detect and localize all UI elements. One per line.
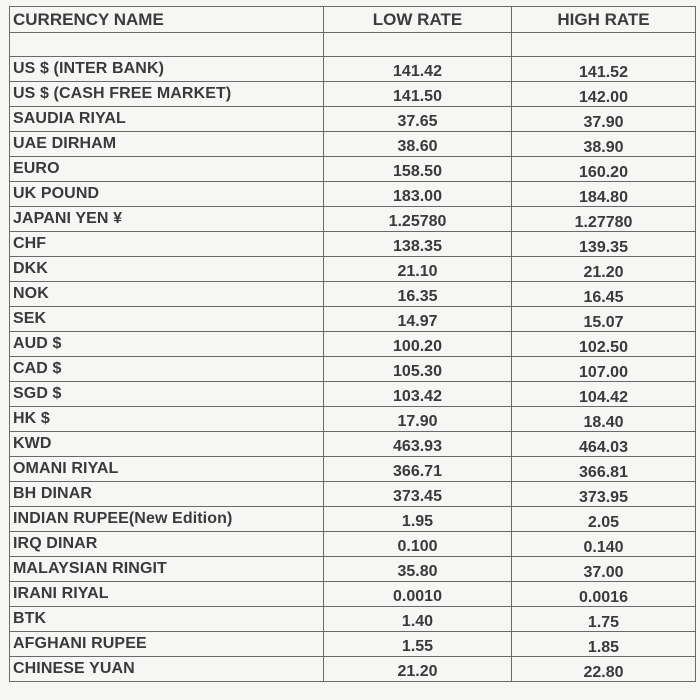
high-rate-cell	[512, 207, 696, 232]
low-rate-value: 35.80	[397, 563, 438, 580]
table-row	[10, 332, 696, 357]
currency-name-cell: US $ (INTER BANK)	[10, 57, 324, 82]
currency-name-cell: HK $	[10, 407, 324, 432]
high-rate-cell	[512, 607, 696, 632]
table-row	[10, 82, 696, 107]
high-rate-cell	[512, 157, 696, 182]
high-rate-value: 0.0016	[579, 589, 628, 606]
table-row	[10, 432, 696, 457]
table-row	[10, 182, 696, 207]
high-rate-cell	[512, 107, 696, 132]
currency-name-cell: KWD	[10, 432, 324, 457]
high-rate-cell	[512, 432, 696, 457]
table-row	[10, 407, 696, 432]
low-rate-value: 21.20	[397, 663, 438, 680]
high-rate-cell	[512, 282, 696, 307]
low-rate-value: 463.93	[393, 438, 442, 455]
currency-name-cell: UK POUND	[10, 182, 324, 207]
table-row	[10, 57, 696, 82]
high-rate-cell	[512, 532, 696, 557]
currency-name-cell: DKK	[10, 257, 324, 282]
low-rate-cell	[324, 182, 512, 207]
high-rate-value: 21.20	[583, 264, 624, 281]
low-rate-value: 100.20	[393, 338, 442, 355]
table-header-row	[10, 7, 696, 33]
high-rate-cell	[512, 82, 696, 107]
high-rate-value: 1.85	[587, 639, 620, 656]
currency-name-cell: SGD $	[10, 382, 324, 407]
low-rate-value: 21.10	[397, 263, 438, 280]
high-rate-cell	[512, 257, 696, 282]
table-row	[10, 232, 696, 257]
table-row	[10, 482, 696, 507]
table-row	[10, 107, 696, 132]
high-rate-cell	[512, 457, 696, 482]
low-rate-cell	[324, 432, 512, 457]
blank-cell	[10, 33, 324, 57]
currency-name-cell: AUD $	[10, 332, 324, 357]
table-row	[10, 132, 696, 157]
table-row	[10, 357, 696, 382]
low-rate-value: 141.42	[393, 63, 442, 80]
low-rate-cell	[324, 232, 512, 257]
high-rate-value: 464.03	[579, 439, 628, 456]
currency-name-cell: AFGHANI RUPEE	[10, 632, 324, 657]
currency-name-cell: NOK	[10, 282, 324, 307]
low-rate-value: 1.55	[401, 638, 434, 655]
high-rate-value: 16.45	[583, 289, 624, 306]
high-rate-cell	[512, 332, 696, 357]
high-rate-cell	[512, 582, 696, 607]
blank-cell	[512, 33, 696, 57]
currency-name-cell: US $ (CASH FREE MARKET)	[10, 82, 324, 107]
low-rate-value: 14.97	[397, 313, 438, 330]
currency-name-cell: MALAYSIAN RINGIT	[10, 557, 324, 582]
low-rate-cell	[324, 282, 512, 307]
high-rate-value: 160.20	[579, 164, 628, 181]
currency-name-cell: SEK	[10, 307, 324, 332]
table-row	[10, 382, 696, 407]
currency-name-cell: CHINESE YUAN	[10, 657, 324, 682]
low-rate-value: 105.30	[393, 363, 442, 380]
high-rate-value: 0.140	[583, 539, 624, 556]
table-row	[10, 282, 696, 307]
high-rate-cell	[512, 132, 696, 157]
table-row	[10, 657, 696, 682]
low-rate-cell	[324, 457, 512, 482]
table-row	[10, 507, 696, 532]
high-rate-cell	[512, 482, 696, 507]
currency-name-cell: IRQ DINAR	[10, 532, 324, 557]
high-rate-value: 102.50	[579, 339, 628, 356]
low-rate-value: 141.50	[393, 88, 442, 105]
high-rate-cell	[512, 357, 696, 382]
low-rate-cell	[324, 482, 512, 507]
high-rate-cell	[512, 557, 696, 582]
high-rate-cell	[512, 232, 696, 257]
low-rate-value: 16.35	[397, 288, 438, 305]
high-rate-value: 373.95	[579, 489, 628, 506]
high-rate-value: 15.07	[583, 314, 624, 331]
currency-name-cell: CHF	[10, 232, 324, 257]
high-rate-value: 18.40	[583, 414, 624, 431]
low-rate-cell	[324, 557, 512, 582]
high-rate-cell	[512, 382, 696, 407]
high-rate-value: 141.52	[579, 64, 628, 81]
low-rate-cell	[324, 382, 512, 407]
header-currency-name: CURRENCY NAME	[10, 7, 324, 33]
table-row	[10, 557, 696, 582]
low-rate-value: 366.71	[393, 463, 442, 480]
low-rate-cell	[324, 257, 512, 282]
low-rate-value: 373.45	[393, 488, 442, 505]
high-rate-value: 2.05	[587, 514, 620, 531]
high-rate-value: 184.80	[579, 189, 628, 206]
low-rate-value: 37.65	[397, 113, 438, 130]
low-rate-value: 138.35	[393, 238, 442, 255]
currency-name-cell: EURO	[10, 157, 324, 182]
high-rate-cell	[512, 182, 696, 207]
currency-name-cell: JAPANI YEN ¥	[10, 207, 324, 232]
table-row	[10, 607, 696, 632]
blank-row	[10, 33, 696, 57]
currency-name-cell: UAE DIRHAM	[10, 132, 324, 157]
low-rate-cell	[324, 332, 512, 357]
high-rate-cell	[512, 632, 696, 657]
currency-name-cell: IRANI RIYAL	[10, 582, 324, 607]
high-rate-value: 107.00	[579, 364, 628, 381]
low-rate-value: 0.100	[397, 538, 438, 555]
high-rate-value: 1.75	[587, 614, 620, 631]
low-rate-value: 158.50	[393, 163, 442, 180]
high-rate-value: 37.90	[583, 114, 624, 131]
currency-name-cell: BH DINAR	[10, 482, 324, 507]
high-rate-cell	[512, 307, 696, 332]
table-row	[10, 307, 696, 332]
low-rate-cell	[324, 632, 512, 657]
table-row	[10, 532, 696, 557]
currency-name-cell: CAD $	[10, 357, 324, 382]
low-rate-cell	[324, 107, 512, 132]
table-row	[10, 632, 696, 657]
low-rate-value: 0.0010	[393, 588, 442, 605]
high-rate-cell	[512, 657, 696, 682]
low-rate-cell	[324, 307, 512, 332]
low-rate-value: 1.25780	[388, 213, 447, 230]
high-rate-cell	[512, 407, 696, 432]
low-rate-cell	[324, 532, 512, 557]
high-rate-value: 38.90	[583, 139, 624, 156]
low-rate-value: 103.42	[393, 388, 442, 405]
high-rate-value: 142.00	[579, 89, 628, 106]
high-rate-value: 22.80	[583, 664, 624, 681]
low-rate-cell	[324, 657, 512, 682]
high-rate-value: 1.27780	[574, 214, 633, 231]
low-rate-value: 1.95	[401, 513, 434, 530]
header-high-rate: HIGH RATE	[512, 7, 696, 33]
low-rate-cell	[324, 582, 512, 607]
high-rate-cell	[512, 57, 696, 82]
low-rate-value: 1.40	[401, 613, 434, 630]
currency-name-cell: INDIAN RUPEE(New Edition)	[10, 507, 324, 532]
low-rate-value: 38.60	[397, 138, 438, 155]
currency-name-cell: SAUDIA RIYAL	[10, 107, 324, 132]
high-rate-value: 104.42	[579, 389, 628, 406]
high-rate-value: 366.81	[579, 464, 628, 481]
low-rate-value: 17.90	[397, 413, 438, 430]
low-rate-cell	[324, 207, 512, 232]
table-row	[10, 157, 696, 182]
low-rate-cell	[324, 157, 512, 182]
low-rate-cell	[324, 82, 512, 107]
currency-rate-table	[9, 6, 696, 682]
high-rate-cell	[512, 507, 696, 532]
low-rate-cell	[324, 132, 512, 157]
low-rate-value: 183.00	[393, 188, 442, 205]
blank-cell	[324, 33, 512, 57]
low-rate-cell	[324, 407, 512, 432]
low-rate-cell	[324, 357, 512, 382]
table-body	[10, 33, 696, 682]
high-rate-value: 37.00	[583, 564, 624, 581]
low-rate-cell	[324, 607, 512, 632]
currency-name-cell: BTK	[10, 607, 324, 632]
high-rate-value: 139.35	[579, 239, 628, 256]
table-row	[10, 207, 696, 232]
low-rate-cell	[324, 507, 512, 532]
currency-name-cell: OMANI RIYAL	[10, 457, 324, 482]
table-row	[10, 457, 696, 482]
table-row	[10, 582, 696, 607]
table-row	[10, 257, 696, 282]
low-rate-cell	[324, 57, 512, 82]
header-low-rate: LOW RATE	[324, 7, 512, 33]
